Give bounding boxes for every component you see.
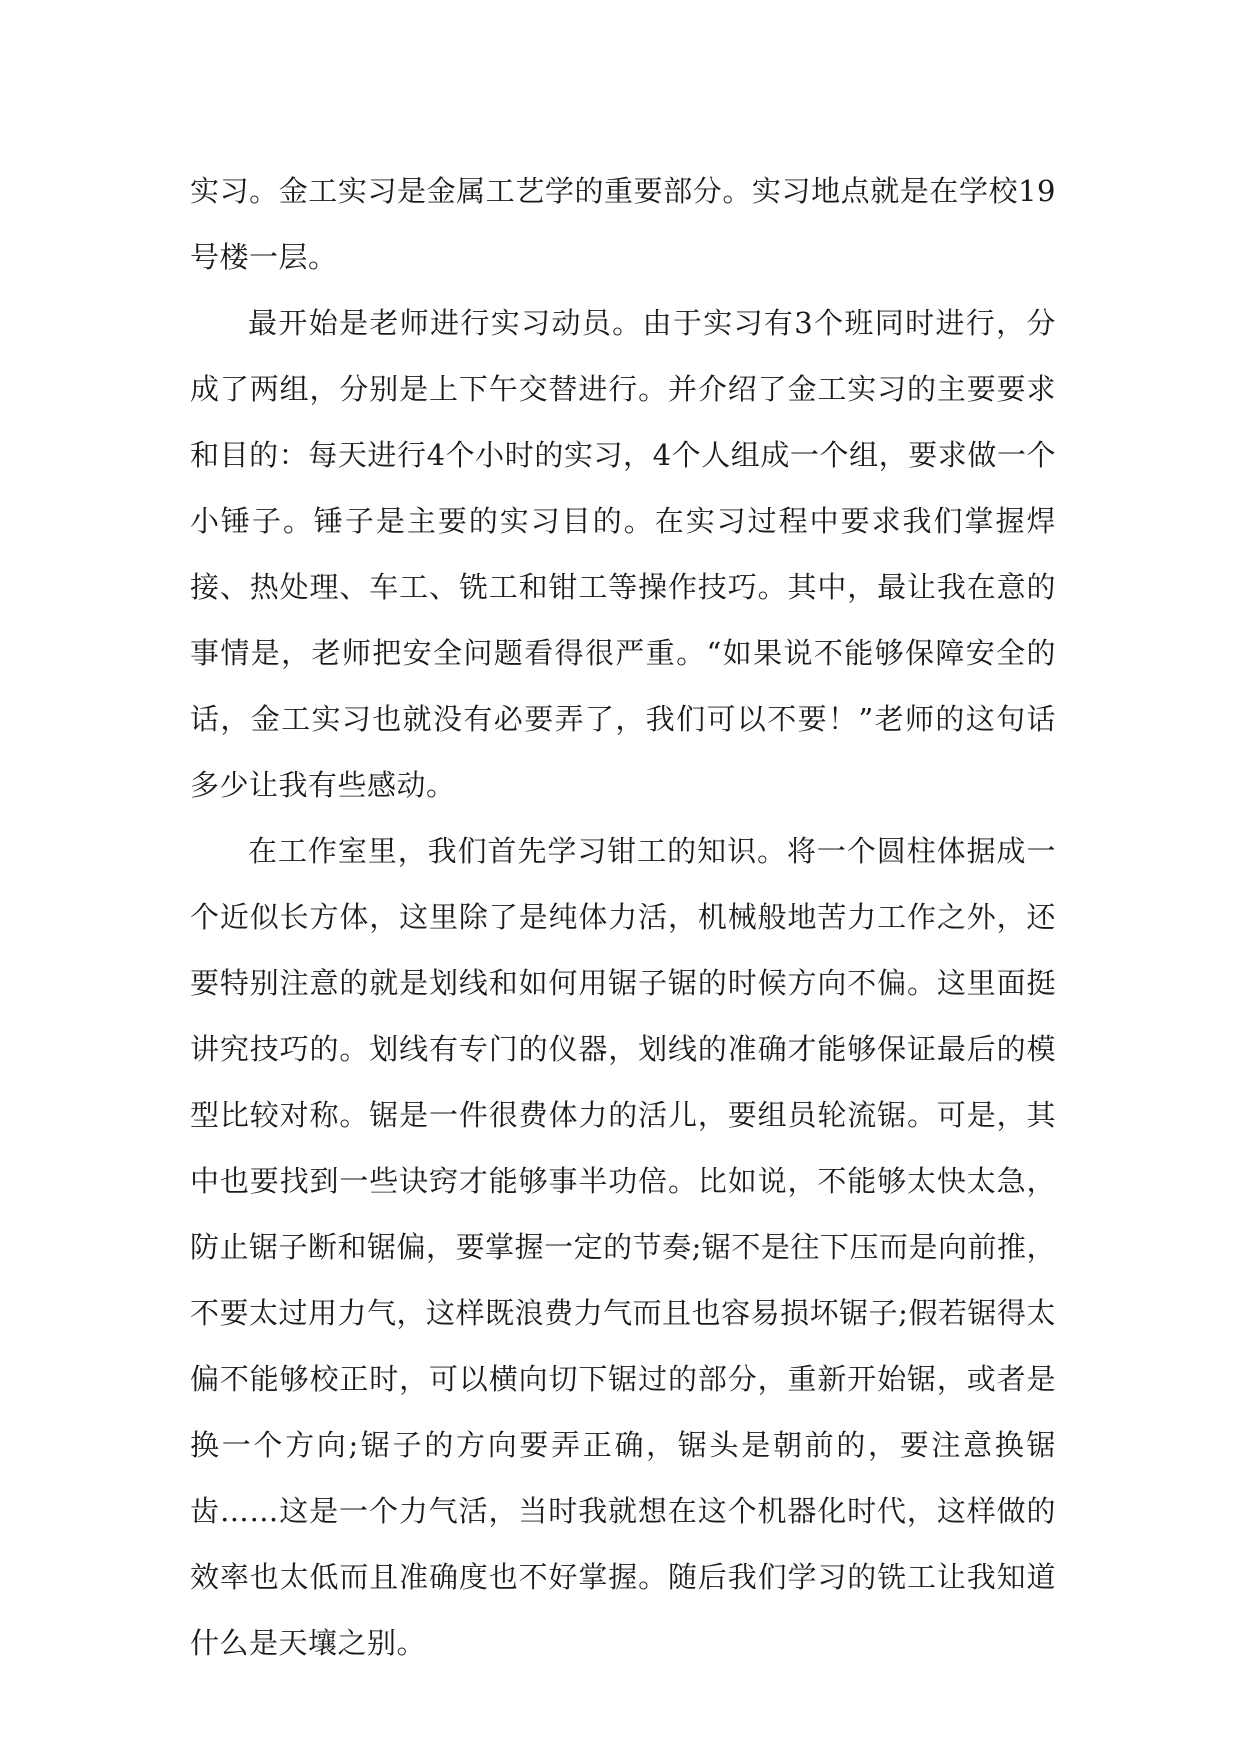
paragraph-2: 最开始是老师进行实习动员。由于实习有3个班同时进行，分成了两组，分别是上下午交替进行。并介绍了金工实习的主要要求和目的：每天进行4个小时的实习，4个人组成一个组，要求做一个小锤子。锤子是主要的实习目的。在实习过程中要求我们掌握焊接、热处理、车工、铣工和钳工等操作技巧。其中，最让我在意的事情是，老师把安全问题看得很严重。“如果说不能够保障安全的话，金工实习也就没有必要弄了，我们可以不要！”老师的这句话多少让我有些感动。 [190, 306, 1056, 802]
document-body [190, 158, 1056, 1676]
paragraph-1: 实习。金工实习是金属工艺学的重要部分。实习地点就是在学校19号楼一层。 [190, 174, 1056, 274]
paragraph-3: 在工作室里，我们首先学习钳工的知识。将一个圆柱体据成一个近似长方体，这里除了是纯体力活，机械般地苦力工作之外，还要特别注意的就是划线和如何用锯子锯的时候方向不偏。这里面挺讲究技巧的。划线有专门的仪器，划线的准确才能够保证最后的模型比较对称。锯是一件很费体力的活儿，要组员轮流锯。可是，其中也要找到一些诀窍才能够事半功倍。比如说，不能够太快太急，防止锯子断和锯偏，要掌握一定的节奏;锯不是往下压而是向前推，不要太过用力气，这样既浪费力气而且也容易损坏锯子;假若锯得太偏不能够校正时，可以横向切下锯过的部分，重新开始锯，或者是换一个方向;锯子的方向要弄正确，锯头是朝前的，要注意换锯齿……这是一个力气活，当时我就想在这个机器化时代，这样做的效率也太低而且准确度也不好掌握。随后我们学习的铣工让我知道什么是天壤之别。 [190, 834, 1056, 1660]
